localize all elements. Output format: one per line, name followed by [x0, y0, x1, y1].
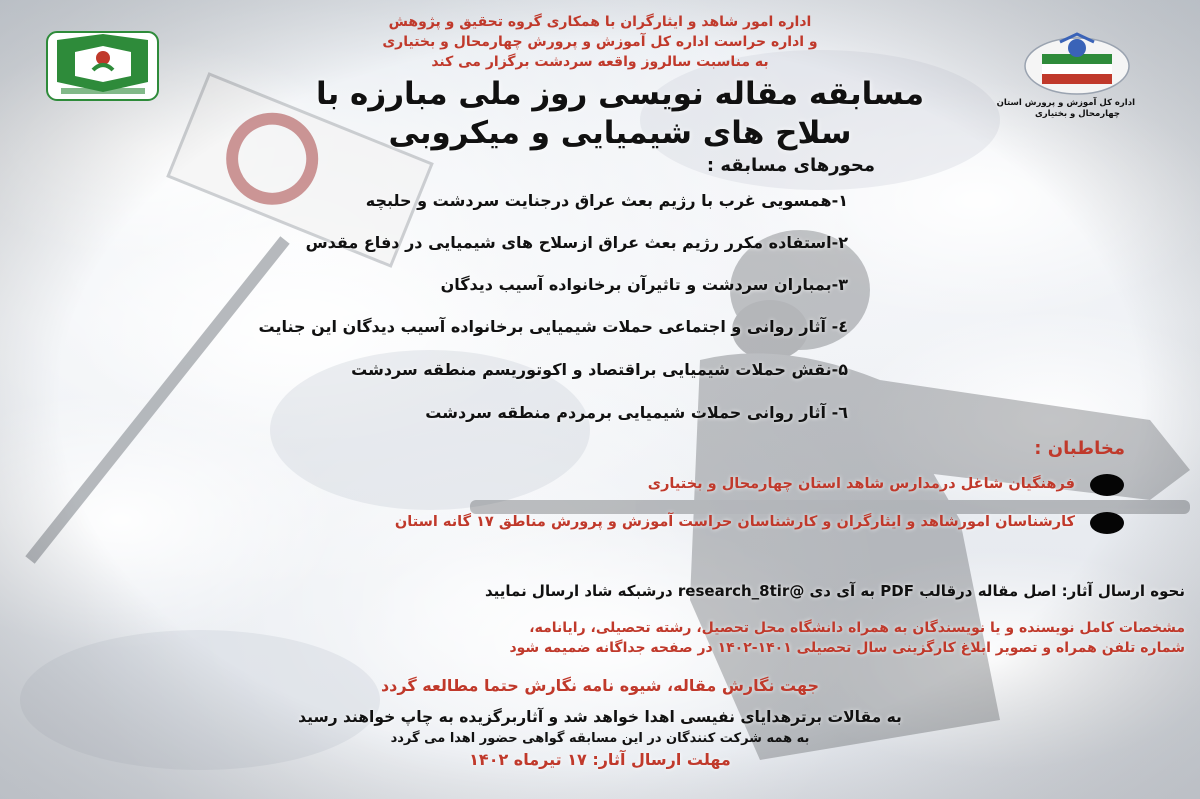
submission-details-1: مشخصات کامل نویسنده و یا نویسندگان به همراه دانشگاه محل تحصیل، رشته تحصیلی، رایانامه،	[529, 620, 1185, 636]
axis-item-2: ۲-استفاده مکرر رژیم بعث عراق ازسلاح های شیمیایی در دفاع مقدس	[305, 233, 848, 252]
header-line-2: و اداره حراست اداره کل آموزش و پرورش چهارمحال و بختیاری	[382, 34, 818, 50]
left-logo	[45, 30, 160, 102]
right-logo-caption-1: اداره کل آموزش و پرورش استان	[996, 98, 1135, 108]
right-logo-caption-2: چهارمحال و بختیاری	[1034, 109, 1121, 119]
audience-item-1: فرهنگیان شاغل درمدارس شاهد استان چهارمحال و بختیاری	[647, 476, 1075, 492]
audience-bullet-1	[1090, 474, 1124, 496]
axes-heading: محورهای مسابقه :	[706, 155, 875, 176]
prizes-note: به مقالات برترهدایای نفیسی اهدا خواهد شد و آثاربرگزیده به چاپ خواهند رسید	[298, 708, 902, 726]
audience-item-2: کارشناسان امورشاهد و ایثارگران و کارشناسان حراست آموزش و پرورش مناطق ۱۷ گانه استان	[394, 514, 1075, 530]
education-department-emblem-icon	[1020, 28, 1135, 98]
axis-item-1: ۱-همسویی غرب با رژیم بعث عراق درجنایت سردشت و حلبچه	[365, 191, 848, 210]
right-logo	[996, 28, 1135, 120]
page-title-line-1: مسابقه مقاله نویسی روز ملی مبارزه با	[315, 76, 925, 112]
submission-line: نحوه ارسال آثار: اصل مقاله درقالب PDF به آی دی @research_8tir درشبکه شاد ارسال نمایید	[484, 582, 1185, 600]
audience-heading: مخاطبان :	[1034, 438, 1125, 459]
certificate-note: به همه شرکت کنندگان در این مسابقه گواهی حضور اهدا می گردد	[390, 731, 810, 746]
axis-item-4: ٤- آثار روانی و اجتماعی حملات شیمیایی برخانواده آسیب دیدگان این جنایت	[258, 317, 848, 336]
audience-bullet-2	[1090, 512, 1124, 534]
header-line-1: اداره امور شاهد و ایثارگران با همکاری گروه تحقیق و پژوهش	[388, 14, 812, 30]
deadline: مهلت ارسال آثار: ۱۷ تیرماه ۱۴۰۲	[469, 750, 731, 769]
submission-details-2: شماره تلفن همراه و تصویر ابلاغ کارگزینی سال تحصیلی ۱۴۰۱-۱۴۰۲ در صفحه جداگانه ضمیمه شود	[509, 640, 1185, 656]
header-line-3: به مناسبت سالروز واقعه سردشت برگزار می کند	[431, 54, 769, 70]
page-title-line-2: سلاح های شیمیایی و میکروبی	[388, 115, 852, 151]
axis-item-5: ۵-نقش حملات شیمیایی براقتصاد و اکوتوریسم منطقه سردشت	[351, 360, 848, 379]
shahed-isargaran-emblem-icon	[45, 30, 160, 102]
axis-item-3: ۳-بمباران سردشت و تاثیرآن برخانواده آسیب دیدگان	[440, 275, 848, 294]
axis-item-6: ٦- آثار روانی حملات شیمیایی برمردم منطقه سردشت	[425, 403, 848, 422]
writing-guide-note: جهت نگارش مقاله، شیوه نامه نگارش حتما مطالعه گردد	[380, 676, 820, 695]
